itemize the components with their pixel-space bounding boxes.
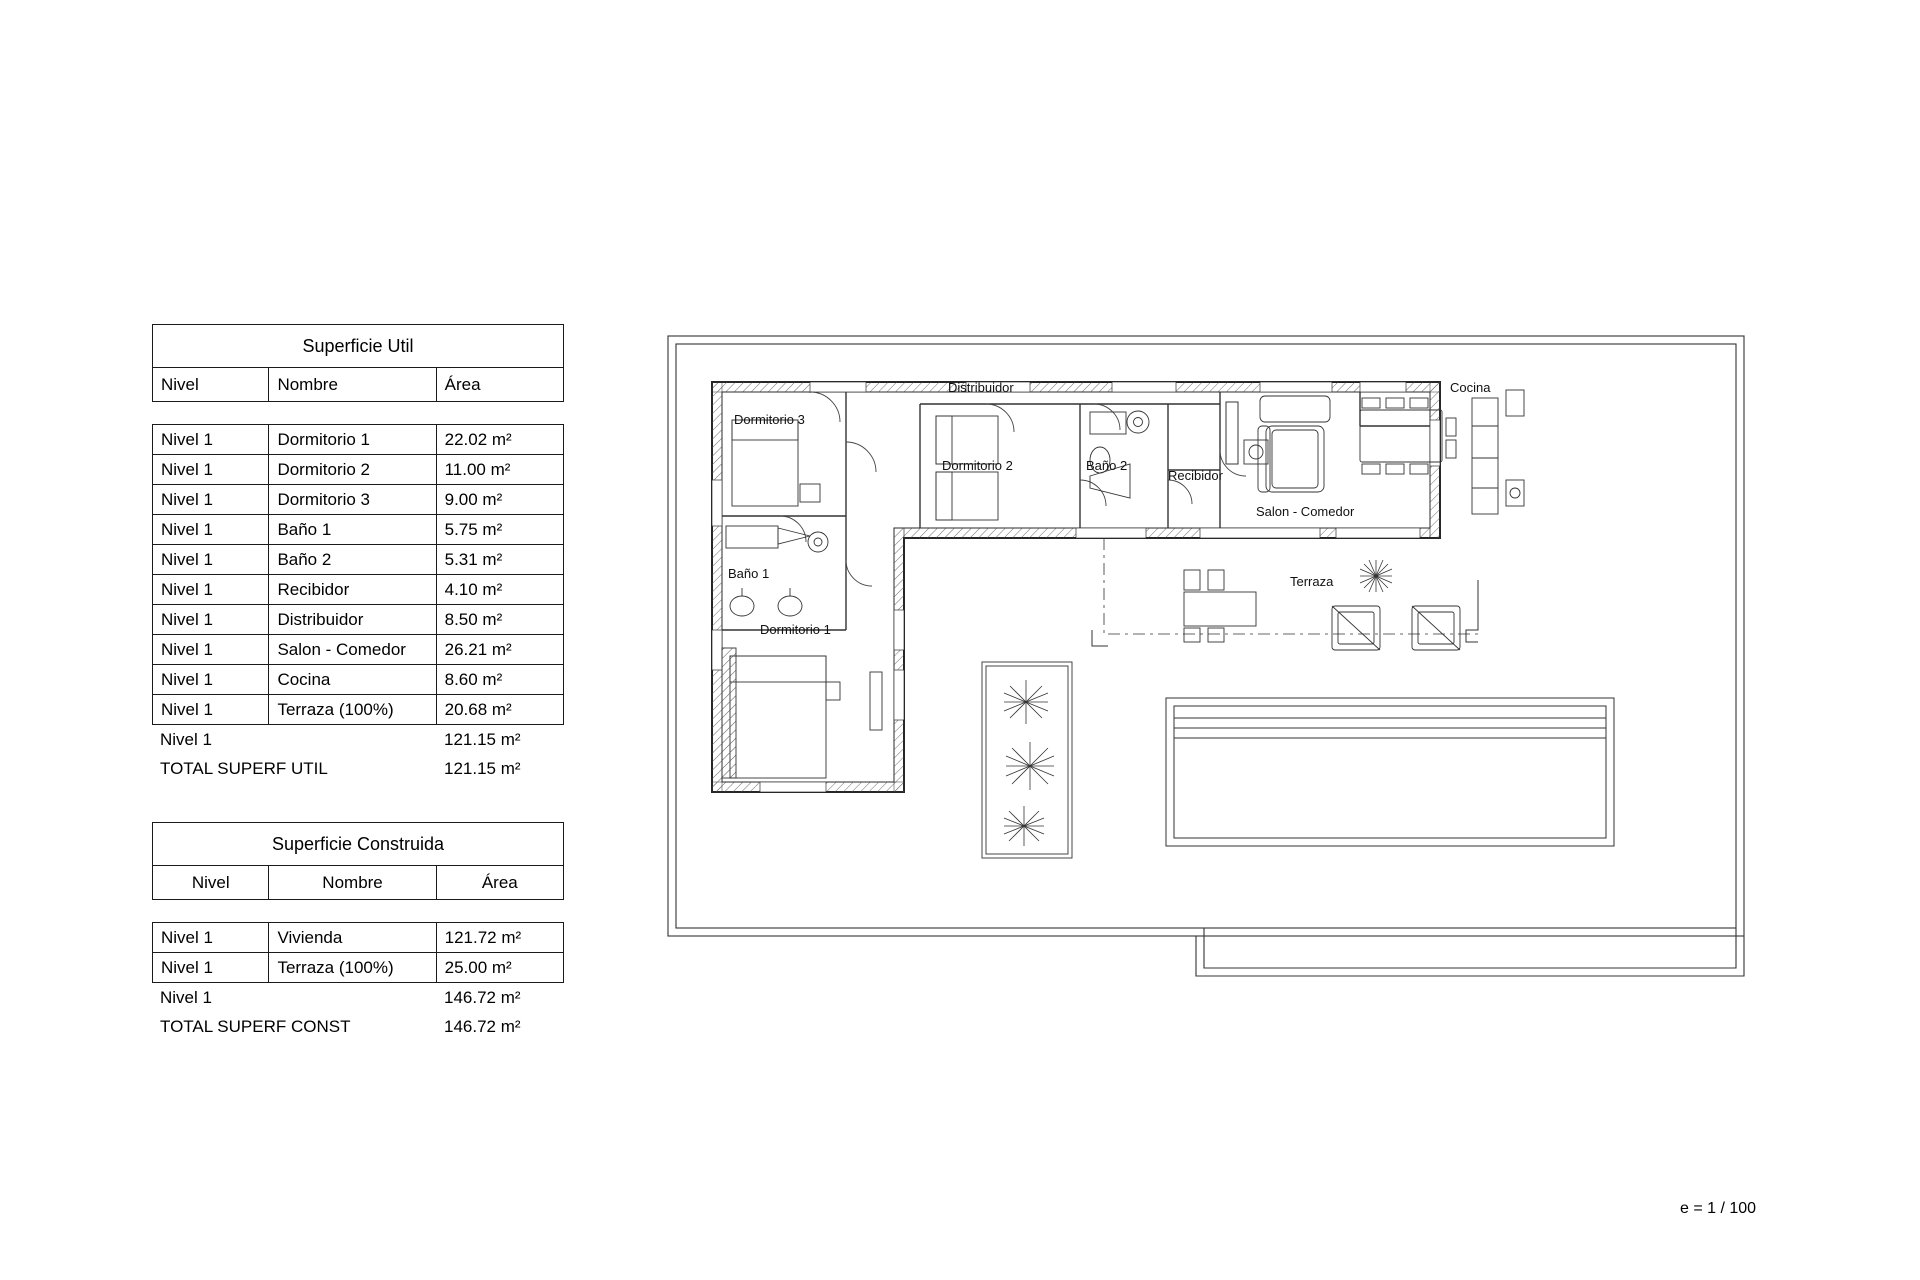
total-label: TOTAL SUPERF CONST	[160, 1017, 351, 1036]
cell-nivel: Nivel 1	[161, 490, 213, 509]
cell-nombre: Dormitorio 3	[268, 485, 435, 514]
cell-nombre: Dormitorio 2	[268, 455, 435, 484]
table-row	[152, 695, 564, 725]
subtotal-area: 121.15 m²	[444, 730, 521, 749]
total-area: 146.72 m²	[444, 1017, 521, 1036]
column-header-area: Área	[436, 368, 563, 401]
table-row	[152, 922, 564, 953]
cell-nivel: Nivel 1	[161, 520, 213, 539]
superficie-util-subtotal	[152, 725, 564, 754]
cell-area: 25.00 m²	[436, 953, 563, 982]
cell-area: 9.00 m²	[436, 485, 563, 514]
cell-nombre: Distribuidor	[268, 605, 435, 634]
cell-area: 8.50 m²	[436, 605, 563, 634]
column-header-area: Área	[436, 866, 563, 899]
total-label: TOTAL SUPERF UTIL	[160, 759, 328, 778]
cell-area: 121.72 m²	[436, 923, 563, 952]
bed-dormitorio-2b	[936, 472, 998, 520]
cell-nivel: Nivel 1	[161, 430, 213, 449]
cell-area: 22.02 m²	[436, 425, 563, 454]
table-row	[152, 545, 564, 575]
plant-icon	[1360, 560, 1392, 592]
total-area: 121.15 m²	[444, 759, 521, 778]
cell-nombre: Cocina	[268, 665, 435, 694]
table-spacer	[152, 900, 564, 922]
scale-note: e = 1 / 100	[1680, 1200, 1757, 1217]
superficie-util-table	[152, 324, 564, 783]
cell-nivel: Nivel 1	[161, 550, 213, 569]
superficie-construida-rows	[152, 922, 564, 983]
subtotal-area: 146.72 m²	[444, 988, 521, 1007]
column-header-nivel: Nivel	[161, 375, 199, 394]
plot-boundary-inner	[676, 344, 1736, 928]
superficie-util-header	[152, 368, 564, 402]
cell-nombre: Recibidor	[268, 575, 435, 604]
superficie-construida-table	[152, 822, 564, 1041]
cell-nivel: Nivel 1	[161, 670, 213, 689]
label-dormitorio-1: Dormitorio 1	[760, 622, 831, 637]
table-spacer	[152, 402, 564, 424]
cell-nombre: Salon - Comedor	[268, 635, 435, 664]
table-row	[152, 605, 564, 635]
label-salon-comedor: Salon - Comedor	[1256, 504, 1355, 519]
cell-area: 4.10 m²	[436, 575, 563, 604]
terrace-table	[1184, 592, 1256, 626]
table-row	[152, 485, 564, 515]
superficie-util-rows	[152, 424, 564, 725]
label-dormitorio-2: Dormitorio 2	[942, 458, 1013, 473]
cell-area: 20.68 m²	[436, 695, 563, 724]
table-row	[152, 635, 564, 665]
cell-area: 5.75 m²	[436, 515, 563, 544]
cell-nombre: Baño 2	[268, 545, 435, 574]
cell-area: 5.31 m²	[436, 545, 563, 574]
label-bano-2: Baño 2	[1086, 458, 1128, 473]
swimming-pool	[1166, 698, 1614, 846]
table-row	[152, 575, 564, 605]
cell-nivel: Nivel 1	[161, 700, 213, 719]
column-header-nombre: Nombre	[268, 368, 435, 401]
superficie-construida-total	[152, 1012, 564, 1041]
label-distribuidor: Distribuidor	[948, 380, 1014, 395]
cell-nombre: Dormitorio 1	[268, 425, 435, 454]
cell-nombre: Vivienda	[268, 923, 435, 952]
cell-nombre: Terraza (100%)	[268, 695, 435, 724]
cell-area: 8.60 m²	[436, 665, 563, 694]
column-header-nivel: Nivel	[191, 873, 230, 892]
cell-nivel: Nivel 1	[161, 640, 213, 659]
cell-area: 11.00 m²	[436, 455, 563, 484]
label-terraza: Terraza	[1290, 574, 1334, 589]
bed-dormitorio-3	[732, 420, 798, 506]
bed-dormitorio-1	[730, 656, 826, 778]
floor-plan	[660, 330, 1780, 1030]
table-row	[152, 424, 564, 455]
cell-nivel: Nivel 1	[161, 460, 213, 479]
bed-dormitorio-2a	[936, 416, 998, 464]
cell-nombre: Terraza (100%)	[268, 953, 435, 982]
palm-icon	[1004, 680, 1054, 846]
superficie-util-title: Superficie Util	[152, 324, 564, 368]
cell-nombre: Baño 1	[268, 515, 435, 544]
superficie-construida-header	[152, 866, 564, 900]
label-recibidor: Recibidor	[1168, 468, 1223, 483]
table-row	[152, 953, 564, 983]
column-header-nombre: Nombre	[268, 866, 435, 899]
superficie-construida-subtotal	[152, 983, 564, 1012]
subtotal-label: Nivel 1	[160, 730, 212, 749]
cell-nivel: Nivel 1	[161, 958, 213, 977]
superficie-util-total	[152, 754, 564, 783]
table-row	[152, 455, 564, 485]
superficie-construida-title: Superficie Construida	[152, 822, 564, 866]
kitchen-counter	[1472, 398, 1498, 514]
cell-nivel: Nivel 1	[161, 928, 213, 947]
cell-nivel: Nivel 1	[161, 580, 213, 599]
table-row	[152, 515, 564, 545]
label-dormitorio-3: Dormitorio 3	[734, 412, 805, 427]
subtotal-label: Nivel 1	[160, 988, 212, 1007]
label-cocina: Cocina	[1450, 380, 1491, 395]
label-bano-1: Baño 1	[728, 566, 770, 581]
cell-area: 26.21 m²	[436, 635, 563, 664]
cell-nivel: Nivel 1	[161, 610, 213, 629]
table-row	[152, 665, 564, 695]
